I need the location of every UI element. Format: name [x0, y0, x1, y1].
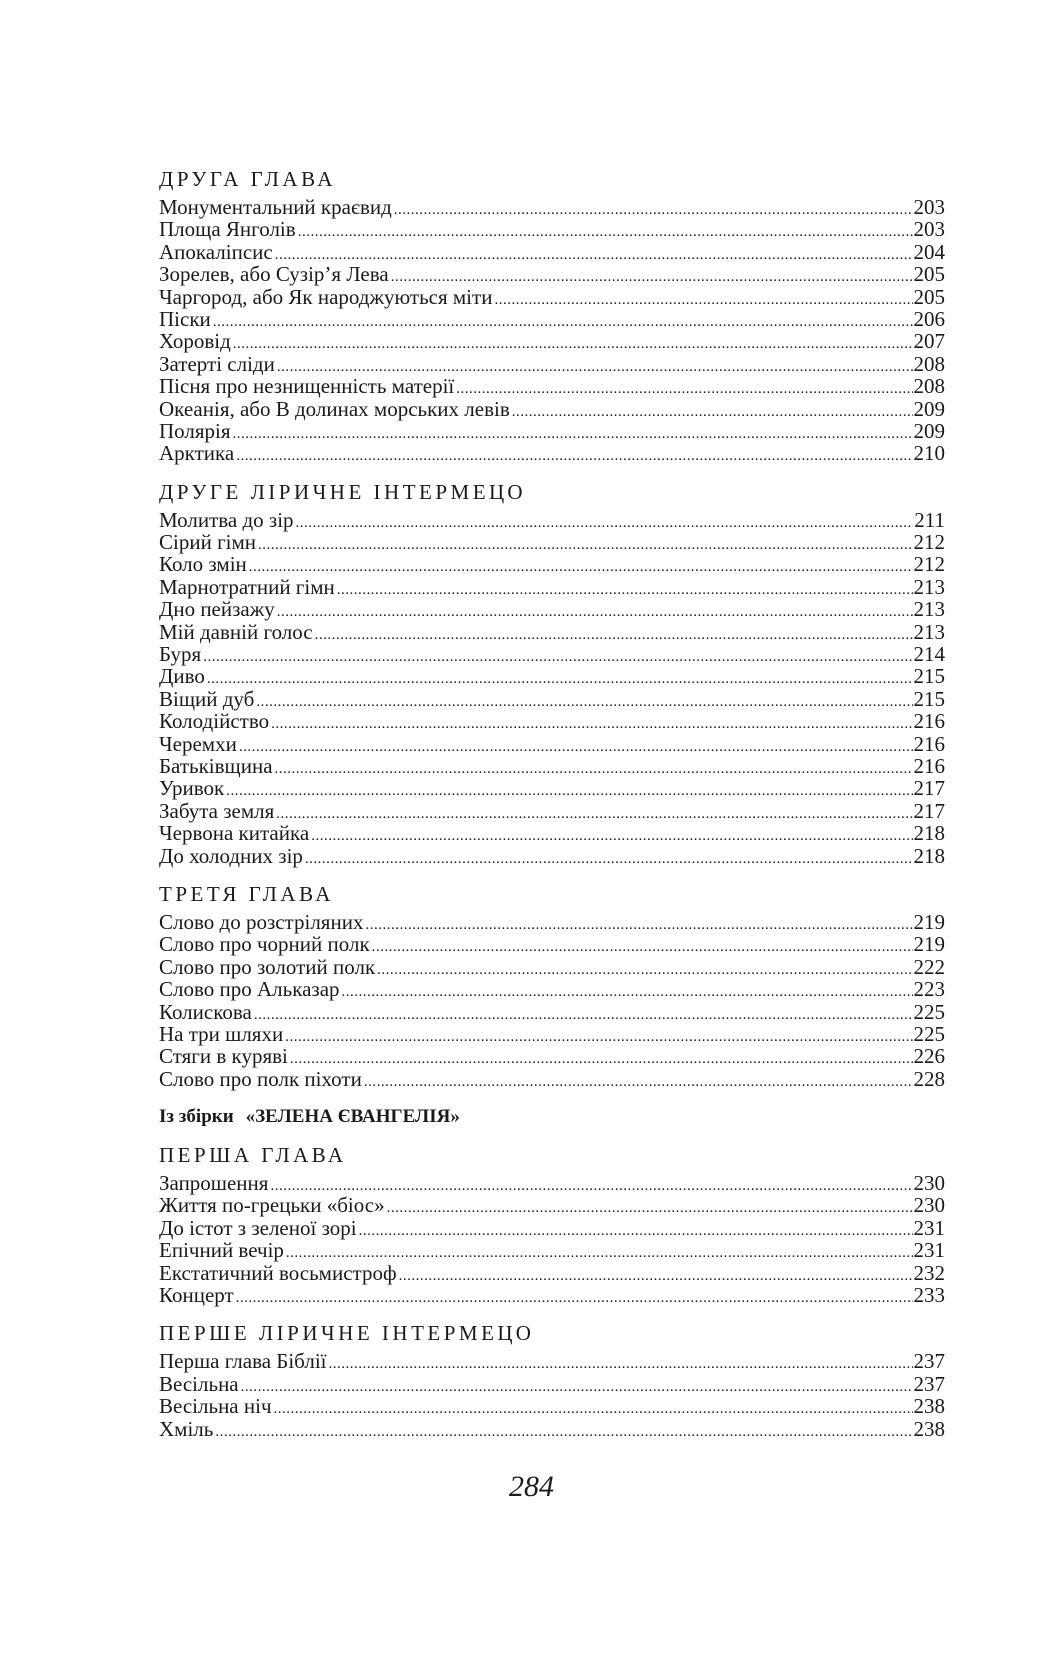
toc-entry	[159, 933, 945, 955]
toc-entry-page: 228	[913, 1066, 945, 1091]
toc-entry	[159, 196, 945, 218]
toc-entry-page: 206	[913, 306, 945, 331]
dot-leader	[311, 825, 912, 847]
toc-entry-title: Уривок	[159, 776, 225, 801]
toc-entry	[159, 777, 945, 799]
toc-entry-title: Диво	[159, 664, 205, 689]
toc-entry-title: Життя по-грецьки «біос»	[159, 1193, 385, 1218]
toc-entry-title: Піски	[159, 306, 211, 331]
dot-leader	[258, 534, 912, 556]
toc-entry-title: Забута земля	[159, 798, 275, 823]
toc-entry-title: Сірий гімн	[159, 530, 257, 555]
toc-entry-page: 205	[913, 284, 945, 309]
toc-list	[159, 911, 945, 1090]
dot-leader	[359, 1220, 913, 1242]
table-of-contents	[159, 166, 945, 1454]
toc-entry-page: 238	[913, 1416, 945, 1441]
toc-list	[159, 1172, 945, 1306]
dot-leader	[249, 556, 913, 578]
dot-leader	[275, 758, 913, 780]
toc-entry	[159, 822, 945, 844]
dot-leader	[233, 423, 913, 445]
dot-leader	[342, 981, 913, 1003]
toc-entry-page: 214	[913, 642, 945, 667]
toc-entry	[159, 308, 945, 330]
toc-entry-title: Океанія, або В долинах морських левів	[159, 396, 510, 421]
dot-leader	[236, 445, 912, 467]
toc-entry-title: Хміль	[159, 1416, 214, 1441]
toc-entry-title: Весільна	[159, 1371, 239, 1396]
toc-entry	[159, 1172, 945, 1194]
dot-leader	[215, 1421, 912, 1443]
toc-entry-page: 230	[913, 1171, 945, 1196]
dot-leader	[512, 401, 913, 423]
dot-leader	[315, 624, 913, 646]
toc-section	[159, 479, 945, 867]
toc-entry-page: 203	[913, 217, 945, 242]
toc-entry-title: Слово про Альказар	[159, 977, 340, 1002]
toc-entry-page: 215	[913, 686, 945, 711]
dot-leader	[236, 1287, 913, 1309]
dot-leader	[494, 289, 912, 311]
toc-entry-page: 209	[913, 396, 945, 421]
toc-entry-page: 209	[913, 418, 945, 443]
dot-leader	[207, 668, 913, 690]
dot-leader	[203, 646, 912, 668]
toc-entry-title: Слово про золотий полк	[159, 954, 376, 979]
toc-part-1	[159, 166, 945, 1090]
dot-leader	[372, 936, 913, 958]
toc-section	[159, 166, 945, 465]
dot-leader	[377, 959, 912, 981]
toc-entry-title: Хоровід	[159, 329, 231, 354]
collection-heading	[159, 1104, 945, 1130]
dot-leader	[290, 1048, 913, 1070]
toc-entry-page: 223	[913, 977, 945, 1002]
toc-part-2	[159, 1142, 945, 1440]
toc-entry-page: 222	[913, 954, 945, 979]
toc-entry-page: 204	[913, 239, 945, 264]
toc-entry	[159, 800, 945, 822]
toc-entry-title: Слово про чорний полк	[159, 932, 370, 957]
toc-entry-page: 225	[913, 999, 945, 1024]
section-heading: ДРУГА ГЛАВА	[159, 167, 336, 191]
toc-entry-page: 233	[913, 1283, 945, 1308]
dot-leader	[399, 1265, 913, 1287]
toc-entry-title: Полярія	[159, 418, 231, 443]
toc-entry-page: 213	[913, 619, 945, 644]
collection-prefix: Із збірки	[159, 1106, 234, 1128]
toc-entry	[159, 621, 945, 643]
toc-entry-title: Стяги в куряві	[159, 1044, 288, 1069]
toc-entry-title: Буря	[159, 642, 202, 667]
toc-entry-title: Екстатичний восьмистроф	[159, 1260, 397, 1285]
toc-entry	[159, 1350, 945, 1372]
toc-entry-title: Чаргород, або Як народжуються міти	[159, 284, 493, 309]
toc-entry	[159, 398, 945, 420]
toc-entry-title: На три шляхи	[159, 1021, 284, 1046]
toc-entry-page: 208	[913, 351, 945, 376]
toc-entry-page: 219	[913, 932, 945, 957]
toc-entry-page: 213	[913, 597, 945, 622]
toc-entry-title: Мій давній голос	[159, 619, 313, 644]
dot-leader	[276, 803, 912, 825]
toc-entry	[159, 420, 945, 442]
toc-entry	[159, 956, 945, 978]
toc-entry-title: До істот з зеленої зорі	[159, 1215, 357, 1240]
toc-entry-title: Зорелев, або Сузір’я Лева	[159, 262, 389, 287]
section-heading: ТРЕТЯ ГЛАВА	[159, 881, 334, 906]
toc-entry-page: 231	[913, 1215, 945, 1240]
toc-entry-page: 210	[913, 441, 945, 466]
toc-entry-title: Площа Янголів	[159, 217, 296, 242]
toc-entry	[159, 710, 945, 732]
toc-entry-page: 237	[913, 1349, 945, 1374]
dot-leader	[233, 333, 913, 355]
toc-entry	[159, 330, 945, 352]
toc-entry-title: Запрошення	[159, 1171, 269, 1196]
dot-leader	[365, 914, 912, 936]
page-number: 284	[509, 1470, 554, 1503]
toc-entry-title: Перша глава Біблії	[159, 1349, 327, 1374]
toc-entry	[159, 1418, 945, 1440]
dot-leader	[329, 1353, 913, 1375]
toc-entry-title: Апокаліпсис	[159, 239, 273, 264]
toc-entry-page: 216	[913, 709, 945, 734]
toc-entry	[159, 241, 945, 263]
toc-entry	[159, 375, 945, 397]
toc-entry-title: Слово про полк піхоти	[159, 1066, 362, 1091]
toc-entry	[159, 1217, 945, 1239]
toc-entry-page: 217	[913, 798, 945, 823]
toc-entry	[159, 576, 945, 598]
toc-entry	[159, 1068, 945, 1090]
dot-leader	[256, 691, 912, 713]
dot-leader	[271, 713, 912, 735]
toc-entry-title: Батьківщина	[159, 753, 273, 778]
toc-entry-page: 211	[914, 507, 945, 532]
dot-leader	[305, 848, 913, 870]
section-heading: ПЕРШЕ ЛІРИЧНЕ ІНТЕРМЕЦО	[159, 1321, 535, 1346]
toc-entry-title: Затерті сліди	[159, 351, 275, 376]
dot-leader	[296, 512, 914, 534]
toc-entry-title: Марнотратний гімн	[159, 574, 335, 599]
toc-entry	[159, 845, 945, 867]
toc-entry	[159, 665, 945, 687]
toc-entry	[159, 1001, 945, 1023]
toc-entry-title: Слово до розстріляних	[159, 909, 364, 934]
toc-entry-page: 217	[913, 776, 945, 801]
toc-entry-page: 225	[913, 1021, 945, 1046]
toc-section	[159, 1142, 945, 1306]
toc-entry-page: 213	[913, 574, 945, 599]
toc-entry	[159, 978, 945, 1000]
toc-entry-title: До холодних зір	[159, 843, 303, 868]
toc-section	[159, 881, 945, 1090]
toc-entry	[159, 1262, 945, 1284]
toc-entry-page: 216	[913, 731, 945, 756]
toc-entry-title: Колискова	[159, 999, 252, 1024]
toc-entry-page: 208	[913, 374, 945, 399]
toc-entry-title: Віщий дуб	[159, 686, 255, 711]
toc-entry-page: 212	[913, 552, 945, 577]
toc-entry	[159, 531, 945, 553]
dot-leader	[285, 1026, 912, 1048]
toc-entry-title: Колодійство	[159, 709, 270, 734]
toc-entry-page: 203	[913, 195, 945, 219]
toc-entry-page: 237	[913, 1371, 945, 1396]
dot-leader	[277, 601, 913, 623]
toc-list	[159, 1350, 945, 1440]
toc-entry	[159, 1194, 945, 1216]
toc-entry-title: Концерт	[159, 1283, 234, 1308]
toc-entry	[159, 755, 945, 777]
toc-entry-title: Коло змін	[159, 552, 247, 577]
toc-entry	[159, 1239, 945, 1261]
dot-leader	[456, 378, 912, 400]
dot-leader	[254, 1004, 913, 1026]
toc-entry-title: Епічний вечір	[159, 1238, 284, 1263]
dot-leader	[387, 1197, 913, 1219]
toc-entry-page: 232	[913, 1260, 945, 1285]
toc-entry-title: Дно пейзажу	[159, 597, 275, 622]
toc-entry-title: Монументальний краєвид	[159, 195, 392, 219]
toc-entry	[159, 1023, 945, 1045]
toc-entry	[159, 553, 945, 575]
toc-entry-page: 226	[913, 1044, 945, 1069]
toc-entry-page: 218	[913, 843, 945, 868]
toc-entry-page: 207	[913, 329, 945, 354]
toc-entry-title: Черемхи	[159, 731, 237, 756]
toc-entry	[159, 598, 945, 620]
toc-entry	[159, 688, 945, 710]
toc-entry	[159, 353, 945, 375]
toc-entry	[159, 733, 945, 755]
dot-leader	[226, 780, 912, 802]
toc-entry-title: Червона китайка	[159, 821, 310, 846]
section-heading: ДРУГЕ ЛІРИЧНЕ ІНТЕРМЕЦО	[159, 479, 527, 504]
toc-list	[159, 196, 945, 465]
dot-leader	[364, 1071, 913, 1093]
toc-entry-title: Весільна ніч	[159, 1394, 272, 1419]
toc-entry-title: Пісня про незнищенність матерії	[159, 374, 455, 399]
toc-list	[159, 509, 945, 867]
dot-leader	[241, 1376, 913, 1398]
toc-entry-page: 218	[913, 821, 945, 846]
toc-entry-title: Арктика	[159, 441, 235, 466]
toc-entry	[159, 911, 945, 933]
toc-entry-page: 238	[913, 1394, 945, 1419]
dot-leader	[337, 579, 913, 601]
toc-entry	[159, 286, 945, 308]
toc-entry	[159, 218, 945, 240]
toc-entry-page: 219	[913, 909, 945, 934]
toc-entry	[159, 1395, 945, 1417]
toc-entry	[159, 1373, 945, 1395]
dot-leader	[213, 311, 913, 333]
toc-entry-page: 216	[913, 753, 945, 778]
toc-entry-page: 215	[913, 664, 945, 689]
toc-entry-page: 212	[913, 530, 945, 555]
dot-leader	[394, 199, 913, 221]
toc-entry-page: 205	[913, 262, 945, 287]
toc-entry	[159, 1284, 945, 1306]
toc-entry	[159, 1045, 945, 1067]
toc-entry	[159, 643, 945, 665]
toc-entry	[159, 509, 945, 531]
toc-entry	[159, 263, 945, 285]
toc-entry-title: Молитва до зір	[159, 507, 294, 532]
toc-entry-page: 231	[913, 1238, 945, 1263]
dot-leader	[239, 736, 913, 758]
dot-leader	[274, 1398, 913, 1420]
collection-name: «ЗЕЛЕНА ЄВАНГЕЛІЯ»	[245, 1106, 460, 1128]
dot-leader	[298, 221, 913, 243]
toc-section	[159, 1320, 945, 1440]
toc-entry-page: 230	[913, 1193, 945, 1218]
toc-entry	[159, 442, 945, 464]
section-heading: ПЕРША ГЛАВА	[159, 1143, 347, 1168]
